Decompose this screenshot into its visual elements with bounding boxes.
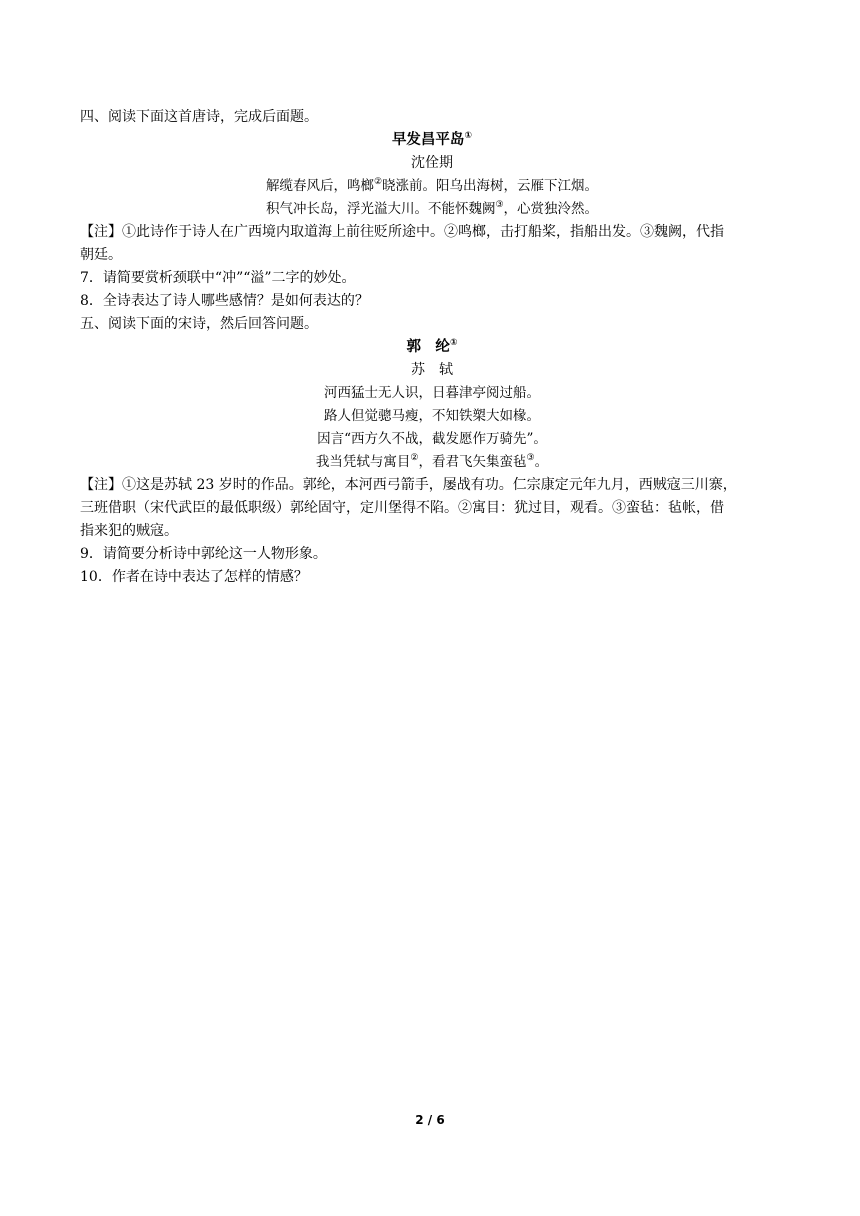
poem1-author: 沈佺期 [411,155,453,171]
question-7: 7．请简要赏析颈联中“冲”“溢”二字的妙处。 [80,270,356,286]
question-10: 10．作者在诗中表达了怎样的情感？ [80,569,308,585]
poem2-title-footnote-mark: ① [449,338,458,348]
poem2-verse-4-footnote-mark-2: ③ [526,453,535,463]
poem2-note-line-2: 三班借职（宋代武臣的最低职级）郭纶固守，定川堡得不陷。②寓目：犹过目，观看。③蛮毡：毡帐，借 [80,500,724,516]
poem1-verse-1-footnote-mark: ② [373,177,383,187]
poem2-verse-3: 因言“西方久不战，截发愿作万骑先”。 [317,431,547,447]
poem1-note-line-2: 朝廷。 [80,247,122,263]
poem2-verse-4-part-a: 我当凭轼与寓目 [315,454,411,470]
poem1-verse-1-part-a: 解缆春风后，鸣榔 [265,178,374,194]
poem2-verse-1: 河西猛士无人识，日暮津亭阅过船。 [324,385,540,401]
poem1-verse-2 [80,198,784,221]
poem1-title-footnote-mark: ① [464,131,473,141]
poem1-verse-2-part-b: ，心赏独泠然。 [503,201,599,217]
page-number: 2 / 6 [415,1113,445,1127]
poem2-title [80,336,784,359]
poem2-title-text: 郭 纶 [406,339,450,355]
section5-heading: 五、阅读下面的宋诗，然后回答问题。 [80,316,318,332]
page-content [80,106,784,589]
poem2-verse-4-part-b: ，看君飞矢集蛮毡 [418,454,527,470]
section4-heading: 四、阅读下面这首唐诗，完成后面题。 [80,109,318,125]
poem2-author: 苏 轼 [411,362,453,378]
poem2-verse-4-part-c: 。 [534,454,549,470]
poem1-verse-1-part-b: 晓涨前。阳乌出海树，云雁下江烟。 [382,178,599,194]
poem2-verse-4-footnote-mark-1: ② [410,453,419,463]
poem2-note-line-1: 【注】①这是苏轼 23 岁时的作品。郭纶，本河西弓箭手，屡战有功。仁宗康定元年九月，西贼寇三川寨， [80,477,737,493]
poem1-verse-1 [80,175,784,198]
poem1-title [80,129,784,152]
poem2-note-line-3: 指来犯的贼寇。 [80,523,178,539]
question-9: 9．请简要分析诗中郭纶这一人物形象。 [80,546,327,562]
poem2-verse-2: 路人但觉骢马瘦，不知铁槊大如椽。 [324,408,540,424]
poem1-note-line-1: 【注】①此诗作于诗人在广西境内取道海上前往贬所途中。②鸣榔，击打船桨，指船出发。③魏阙，代指 [80,224,724,240]
poem1-verse-2-footnote-mark: ③ [495,200,504,210]
question-8: 8．全诗表达了诗人哪些感情？是如何表达的？ [80,293,369,309]
poem1-verse-2-part-a: 积气冲长岛，浮光溢大川。不能怀魏阙 [265,201,496,217]
poem1-title-text: 早发昌平岛 [391,132,465,148]
poem2-verse-4 [80,451,784,474]
